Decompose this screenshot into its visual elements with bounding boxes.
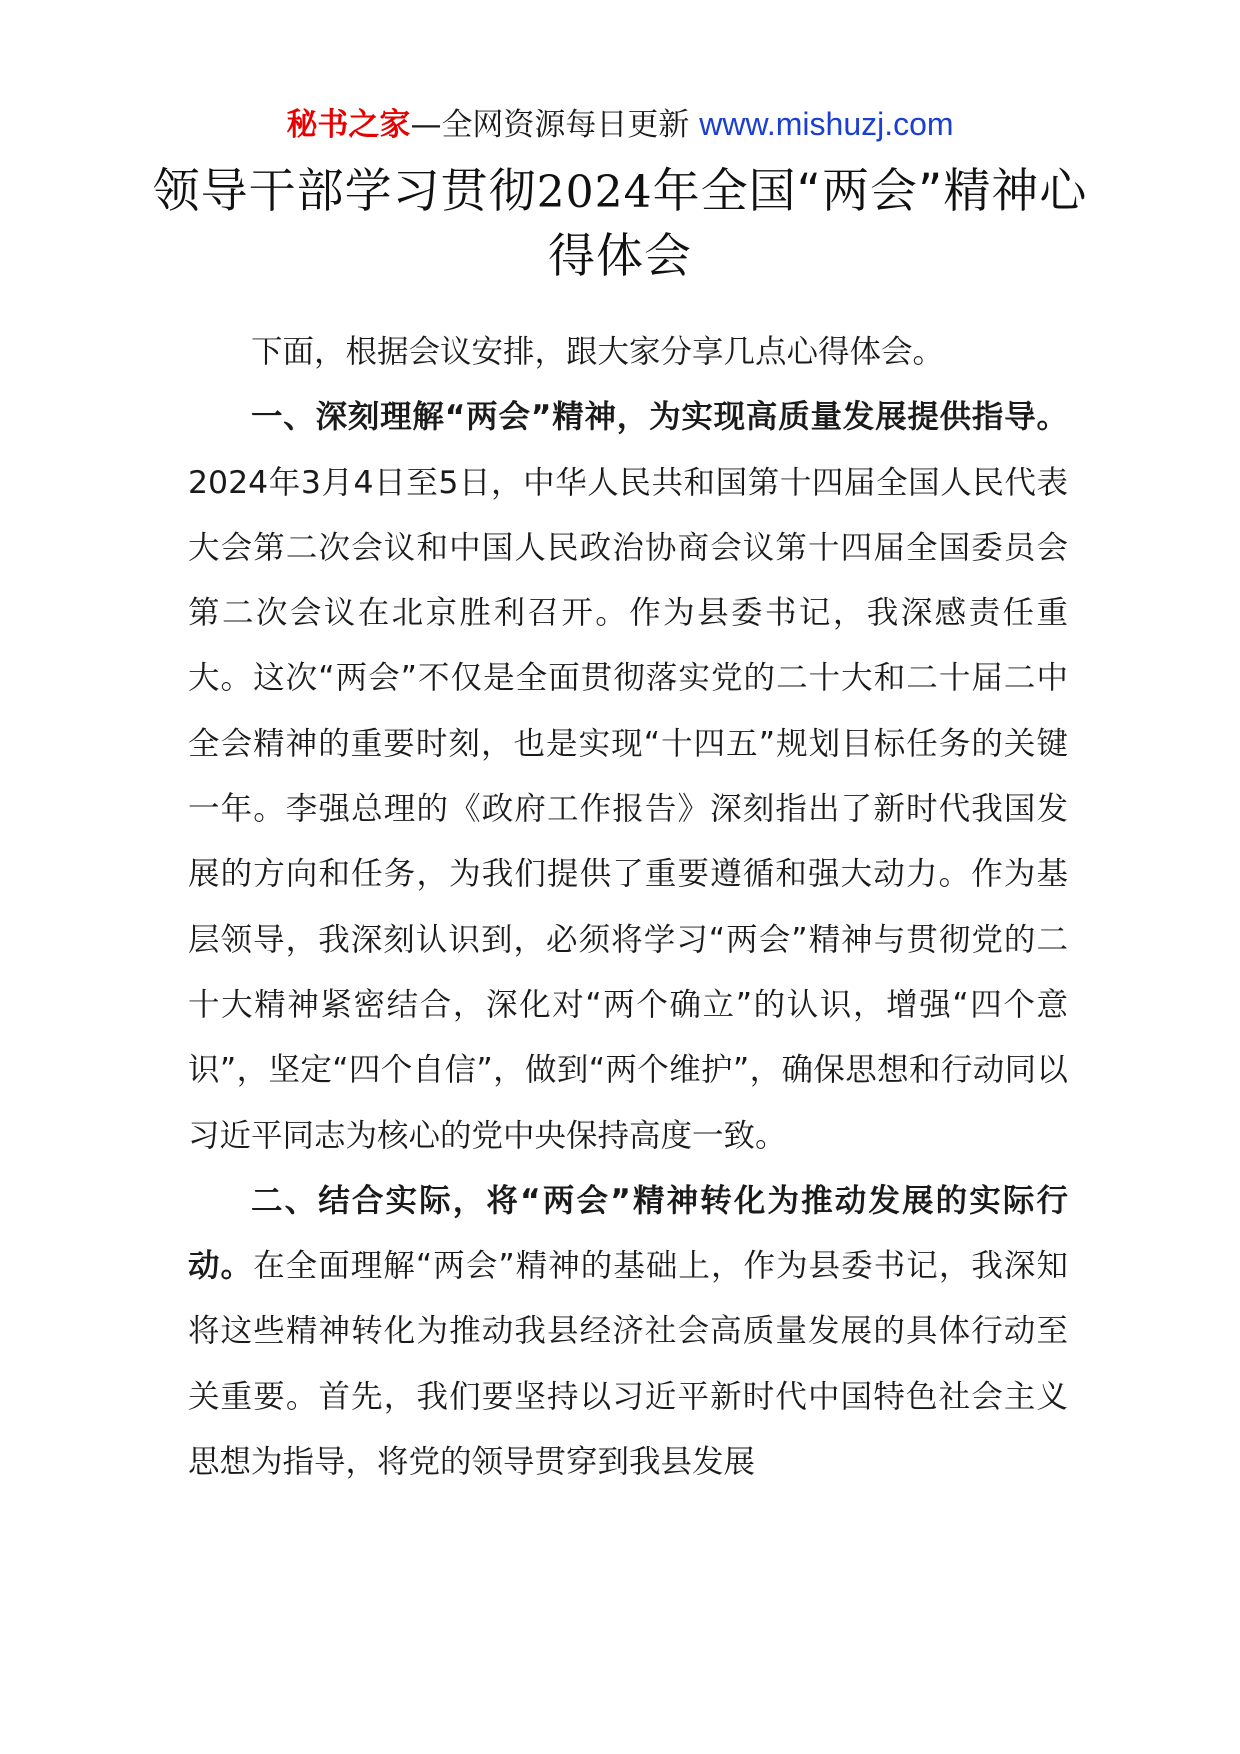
document-title — [150, 160, 1090, 289]
title-year: 2024 — [536, 167, 653, 218]
section-2-text: 在全面理解“两会”精神的基础上，作为县委书记，我深知将这些精神转化为推动我县经济社会高质量发展的具体行动至关重要。首先，我们要坚持以习近平新时代中国特色社会主义思想为指导，将党的领导贯穿到我县发展 — [188, 1248, 1068, 1481]
header-tagline: —全网资源每日更新 — [410, 107, 700, 143]
section-1-paragraph — [188, 385, 1068, 1169]
title-part-1: 领导干部学习贯彻 — [152, 164, 537, 219]
document-body — [188, 320, 1068, 1495]
section-1-text: 2024年3月4日至5日，中华人民共和国第十四届全国人民代表大会第二次会议和中国人民政治协商会议第十四届全国委员会第二次会议在北京胜利召开。作为县委书记，我深感责任重大。这次“两会”不仅是全面贯彻落实党的二十大和二十届二中全会精神的重要时刻，也是实现“十四五”规划目标任务的关键一年。李强总理的《政府工作报告》深刻指出了新时代我国发展的方向和任务，为我们提供了重要遵循和强大动力。作为基层领导，我深刻认识到，必须将学习“两会”精神与贯彻党的二十大精神紧密结合，深化对“两个确立”的认识，增强“四个意识”，坚定“四个自信”，做到“两个维护”，确保思想和行动同以习近平同志为核心的党中央保持高度一致。 — [188, 464, 1068, 1154]
site-brand: 秘书之家 — [286, 107, 411, 143]
intro-paragraph: 下面，根据会议安排，跟大家分享几点心得体会。 — [251, 334, 945, 370]
section-2-heading: 二、结合实际，将“两会”精神转化为推动发展的实际行动。 — [188, 1182, 1068, 1285]
site-header — [0, 102, 1240, 147]
section-2-paragraph — [188, 1169, 1068, 1495]
site-url-link[interactable]: www.mishuzj.com — [699, 106, 954, 142]
section-1-heading: 一、深刻理解“两会”精神，为实现高质量发展提供指导。 — [251, 399, 1068, 436]
title-part-2: 年全国“两会”精神心得体会 — [548, 164, 1088, 284]
